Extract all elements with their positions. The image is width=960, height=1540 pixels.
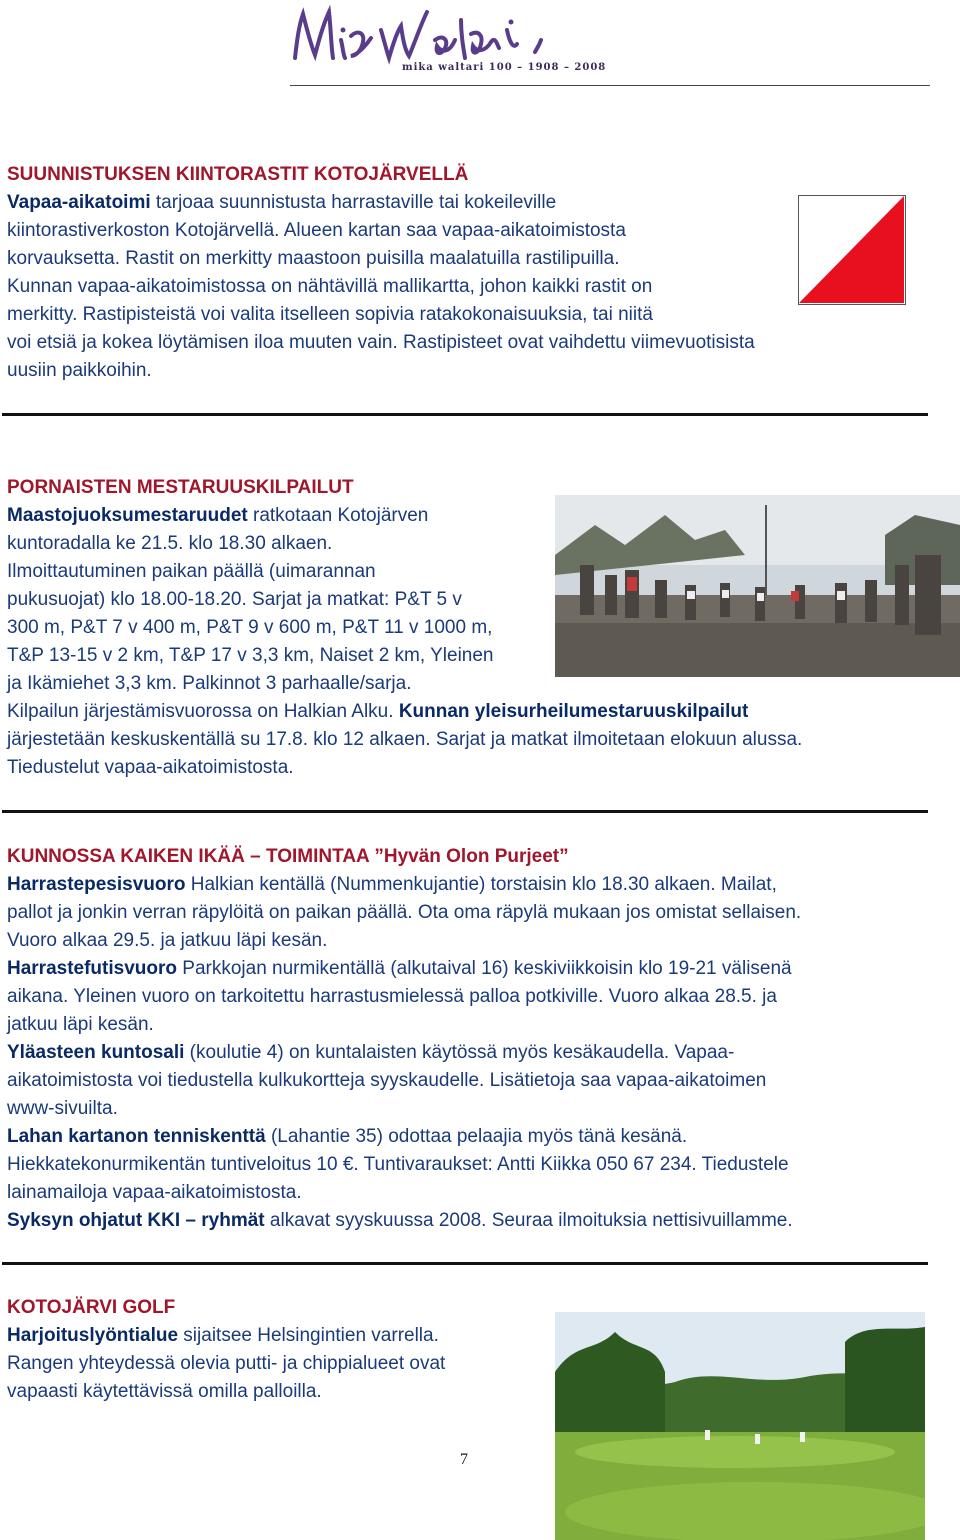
golf-course-photo [555, 1312, 925, 1540]
section-title: KOTOJÄRVI GOLF [7, 1297, 176, 1318]
paragraph-line: 300 m, P&T 7 v 400 m, P&T 9 v 600 m, P&T 11 v 1000 m, [7, 617, 493, 638]
text-span: (Lahantie 35) odottaa pelaajia myös tänä kesänä. [265, 1126, 688, 1147]
paragraph-line: Kunnan vapaa-aikatoimistossa on nähtävillä mallikartta, johon kaikki rastit on [7, 276, 653, 297]
paragraph-line: järjestetään keskuskentällä su 17.8. klo 12 alkaen. Sarjat ja matkat ilmoitetaan elokuun alussa. [7, 729, 803, 750]
orienteering-flag-icon [798, 195, 906, 305]
paragraph-line: ja Ikämiehet 3,3 km. Palkinnot 3 parhaalle/sarja. [7, 673, 412, 694]
paragraph-line: pukusuojat) klo 18.00-18.20. Sarjat ja matkat: P&T 5 v [7, 589, 462, 610]
text-span: alkavat syyskuussa 2008. Seuraa ilmoituksia nettisivuillamme. [264, 1210, 793, 1231]
lead-term: Lahan kartanon tenniskenttä [7, 1126, 266, 1147]
paragraph-line [7, 1322, 547, 1350]
lead-term: Vapaa-aikatoimi [7, 192, 151, 213]
paragraph-line: Tiedustelut vapaa-aikatoimistosta. [7, 757, 294, 778]
paragraph-line [7, 1039, 937, 1067]
paragraph-line [7, 955, 937, 983]
section-title: SUUNNISTUKSEN KIINTORASTIT KOTOJÄRVELLÄ [7, 164, 469, 185]
text-span: Parkkojan nurmikentällä (alkutaival 16) keskiviikkoisin klo 19-21 välisenä [177, 958, 792, 979]
orienteering-section [7, 161, 807, 385]
lead-term: Yläasteen kuntosali [7, 1042, 185, 1063]
paragraph-line [7, 1123, 937, 1151]
paragraph-line [7, 1207, 937, 1235]
paragraph-line: aikatoimistosta voi tiedustella kulkukortteja syyskaudelle. Lisätietoja saa vapaa-aikatoimen [7, 1070, 767, 1091]
cross-country-race-photo [555, 495, 960, 677]
section-divider [2, 413, 928, 416]
paragraph-line: Rangen yhteydessä olevia putti- ja chippialueet ovat [7, 1353, 446, 1374]
lead-term: Syksyn ohjatut KKI – ryhmät [7, 1210, 265, 1231]
section-divider [2, 810, 928, 813]
section-title: KUNNOSSA KAIKEN IKÄÄ – TOIMINTAA ”Hyvän Olon Purjeet” [7, 846, 569, 867]
paragraph-line: pallot ja jonkin verran räpylöitä on paikan päällä. Ota oma räpylä mukaan jos omistat sellaisen. [7, 902, 802, 923]
text-span: ratkotaan Kotojärven [247, 505, 429, 526]
text-span: Kilpailun järjestämisvuorossa on Halkian Alku. [7, 701, 399, 722]
paragraph-line: www-sivuilta. [7, 1098, 118, 1119]
section-title: PORNAISTEN MESTARUUSKILPAILUT [7, 477, 354, 498]
activities-section [7, 843, 937, 1235]
paragraph-line: voi etsiä ja kokea löytämisen iloa muuten vain. Rastipisteet ovat vaihdettu viimevuotisista [7, 332, 755, 353]
lead-term: Kunnan yleisurheilumestaruuskilpailut [398, 701, 749, 722]
paragraph-line: merkitty. Rastipisteistä voi valita itselleen sopivia ratakokonaisuuksia, tai niitä [7, 304, 653, 325]
paragraph-line: kiintorastiverkoston Kotojärvellä. Alueen kartan saa vapaa-aikatoimistosta [7, 220, 626, 241]
logo-caption: mika waltari 100 – 1908 – 2008 [402, 62, 607, 73]
header-divider [290, 85, 930, 86]
text-span: Halkian kentällä (Nummenkujantie) torstaisin klo 18.30 alkaen. Mailat, [185, 874, 777, 895]
paragraph-line: kuntoradalla ke 21.5. klo 18.30 alkaen. [7, 533, 333, 554]
text-span: tarjoaa suunnistusta harrastaville tai kokeileville [150, 192, 557, 213]
section-divider [2, 1262, 928, 1265]
text-span: sijaitsee Helsingintien varrella. [178, 1325, 439, 1346]
text-span: (koulutie 4) on kuntalaisten käytössä myös kesäkaudella. Vapaa- [184, 1042, 735, 1063]
lead-term: Maastojuoksumestaruudet [7, 505, 248, 526]
page-number: 7 [460, 1451, 468, 1468]
paragraph-line: Hiekkatekonurmikentän tuntiveloitus 10 €. Tuntivaraukset: Antti Kiikka 050 67 234. Tiedustele [7, 1154, 789, 1175]
paragraph-line: jatkuu läpi kesän. [7, 1014, 154, 1035]
paragraph-line [7, 189, 807, 217]
paragraph-line [7, 871, 937, 899]
lead-term: Harrastepesisvuoro [7, 874, 186, 895]
paragraph-line [7, 698, 927, 726]
paragraph-line: T&P 13-15 v 2 km, T&P 17 v 3,3 km, Naiset 2 km, Yleinen [7, 645, 494, 666]
paragraph-line: uusiin paikkoihin. [7, 360, 152, 381]
paragraph-line: aikana. Yleinen vuoro on tarkoitettu harrastusmielessä palloa potkiville. Vuoro alkaa 28.5. ja [7, 986, 777, 1007]
paragraph-line: lainamailoja vapaa-aikatoimistosta. [7, 1182, 302, 1203]
paragraph-line: korvauksetta. Rastit on merkitty maastoon puisilla maalatuilla rastilipuilla. [7, 248, 620, 269]
paragraph-line: vapaasti käytettävissä omilla palloilla. [7, 1381, 322, 1402]
golf-section [7, 1294, 547, 1406]
lead-term: Harrastefutisvuoro [7, 958, 177, 979]
lead-term: Harjoituslyöntialue [7, 1325, 179, 1346]
paragraph-line: Vuoro alkaa 29.5. ja jatkuu läpi kesän. [7, 930, 328, 951]
paragraph-line: Ilmoittautuminen paikan päällä (uimarannan [7, 561, 376, 582]
